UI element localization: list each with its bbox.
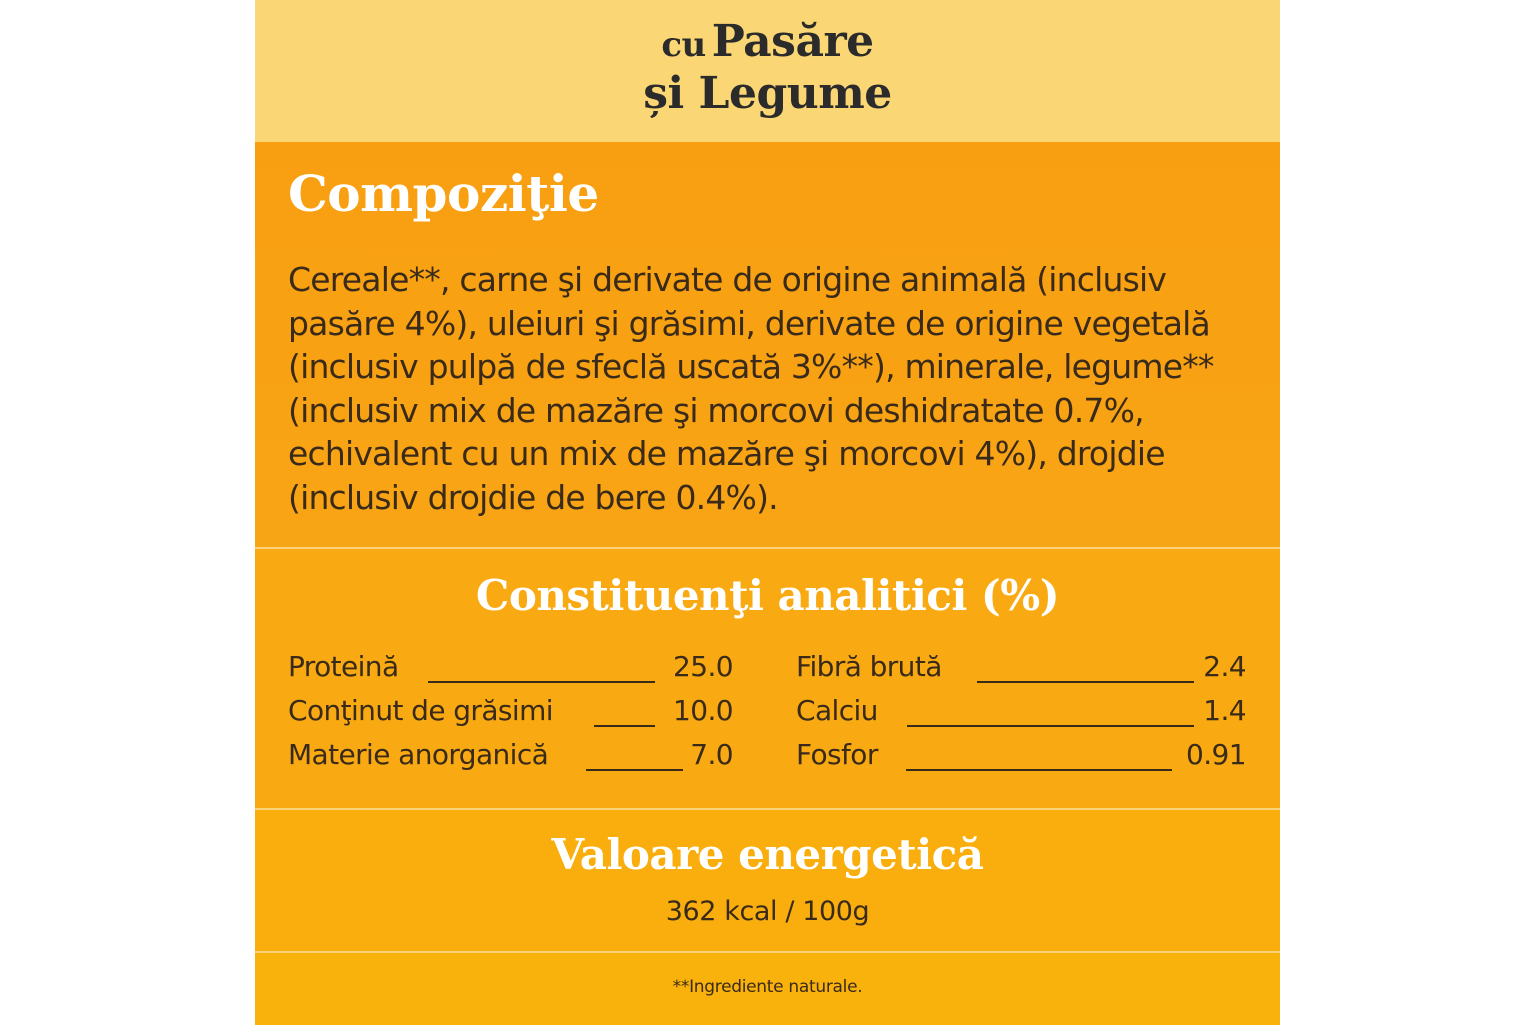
constituent-row xyxy=(796,738,1246,778)
constituent-label: Calciu xyxy=(796,694,878,727)
constituent-label: Proteină xyxy=(288,650,399,683)
leader-line xyxy=(594,725,655,727)
leader-line xyxy=(906,769,1172,771)
constituent-value: 0.91 xyxy=(1186,738,1246,771)
composition-title: Compoziţie xyxy=(288,164,599,223)
leader-line xyxy=(428,681,655,683)
leader-line xyxy=(907,725,1194,727)
constituent-value: 25.0 xyxy=(673,650,733,683)
energy-value: 362 kcal / 100g xyxy=(665,896,870,927)
product-title-prefix: cu xyxy=(661,25,706,65)
constituent-value: 2.4 xyxy=(1203,650,1246,683)
constituent-row xyxy=(796,650,1246,690)
footnote-text: **Ingrediente naturale. xyxy=(672,977,863,997)
product-info-panel xyxy=(255,0,1280,1025)
composition-section xyxy=(255,142,1280,547)
constituent-row xyxy=(288,738,733,778)
product-title-main: Pasăre xyxy=(711,16,874,67)
constituents-title: Constituenţi analitici (%) xyxy=(475,571,1060,620)
constituents-section xyxy=(255,549,1280,808)
product-title-line1 xyxy=(255,16,1280,67)
leader-line xyxy=(977,681,1194,683)
energy-section xyxy=(255,810,1280,951)
product-header xyxy=(255,0,1280,142)
constituent-label: Materie anorganică xyxy=(288,738,549,771)
constituent-value: 1.4 xyxy=(1203,694,1246,727)
footnote-section xyxy=(255,953,1280,1025)
constituent-label: Fosfor xyxy=(796,738,878,771)
constituent-value: 10.0 xyxy=(673,694,733,727)
constituent-row xyxy=(288,694,733,734)
leader-line xyxy=(586,769,683,771)
constituent-row xyxy=(288,650,733,690)
product-title-line2: și Legume xyxy=(643,68,892,119)
energy-title: Valoare energetică xyxy=(551,830,984,879)
constituent-label: Conţinut de grăsimi xyxy=(288,694,553,727)
constituent-value: 7.0 xyxy=(690,738,733,771)
constituent-label: Fibră brută xyxy=(796,650,942,683)
constituent-row xyxy=(796,694,1246,734)
composition-text: Cereale**, carne şi derivate de origine animală (inclusiv pasăre 4%), uleiuri şi grăsimi, derivate de origine vegetală (inclusiv pulpă de sfeclă uscată 3%**), minerale, legume** (inclusiv mix de mazăre şi morcovi deshidratate 0.7%, echivalent cu un mix de mazăre şi morcovi 4%), drojdie (inclusiv drojdie de bere 0.4%). xyxy=(288,260,1214,517)
